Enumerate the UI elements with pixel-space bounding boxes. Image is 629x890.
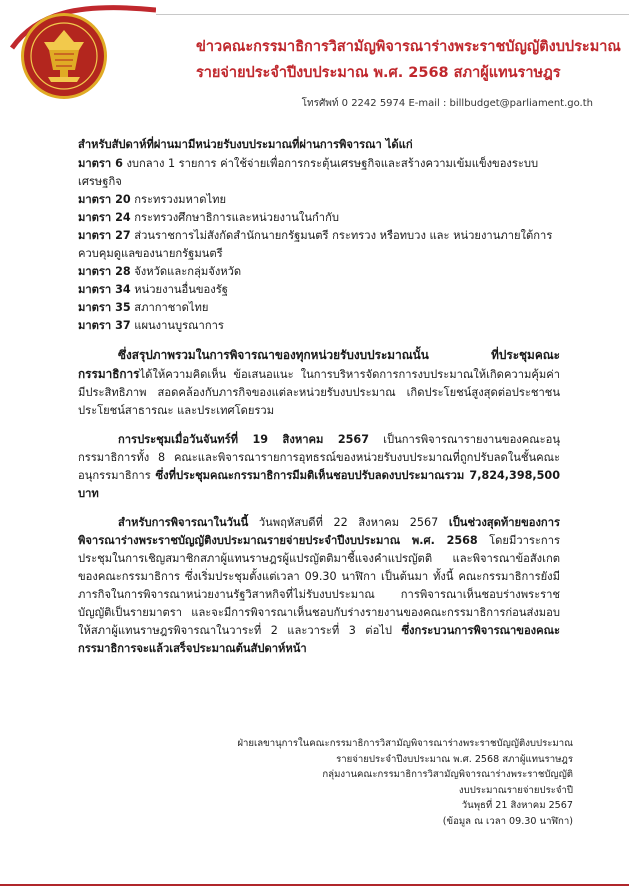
signature-date: วันพุธที่ 21 สิงหาคม 2567: [461, 800, 573, 811]
news-title-line1: ข่าวคณะกรรมาธิการวิสามัญพิจารณาร่างพระราชบัญญัติงบประมาณ: [196, 39, 621, 55]
today-lead: สำหรับการพิจารณาในวันนี้: [118, 516, 249, 529]
signature-line: กลุ่มงานคณะกรรมาธิการวิสามัญพิจารณาร่างพระราชบัญญัติ: [322, 769, 573, 780]
section-text: กระทรวงศึกษาธิการและหน่วยงานในกำกับ: [130, 211, 339, 224]
section-item: [78, 227, 560, 263]
intro-line: สำหรับสัปดาห์ที่ผ่านมามีหน่วยรับงบประมาณที่ผ่านการพิจารณา ได้แก่: [78, 138, 413, 151]
footer-divider: [0, 884, 629, 886]
section-text: กระทรวงมหาดไทย: [130, 193, 227, 206]
contact-info: โทรศัพท์ 0 2242 5974 E-mail : billbudget@parliament.go.th: [301, 98, 593, 109]
section-label: มาตรา 20: [78, 193, 131, 206]
summary-paragraph: [78, 346, 560, 420]
section-item: [78, 317, 560, 335]
summary-text: ได้ให้ความคิดเห็น ข้อเสนอแนะ ในการบริหารจัดการการงบประมาณให้เกิดความคุ้มค่า มีประสิทธิภาพ สอดคล้องกับภารกิจของแต่ละหน่วยรับงบประมาณ เกิดประโยชน์สูงสุดต่อประชาชน ประโยชน์สาธารณะ และประเทศโดยรวม: [78, 368, 560, 417]
section-label: มาตรา 24: [78, 211, 131, 224]
section-item: [78, 299, 560, 317]
section-item: [78, 263, 560, 281]
section-text: ส่วนราชการไม่สังกัดสำนักนายกรัฐมนตรี กระทรวง หรือทบวง และ หน่วยงานภายใต้การควบคุมดูแลของนายกรัฐมนตรี: [78, 229, 553, 260]
signature-note: (ข้อมูล ณ เวลา 09.30 นาฬิกา): [442, 815, 573, 827]
news-title-line2: รายจ่ายประจำปีงบประมาณ พ.ศ. 2568 สภาผู้แทนราษฎร: [196, 65, 561, 81]
section-item: [78, 155, 560, 191]
section-label: มาตรา 6: [78, 157, 123, 170]
section-text: หน่วยงานอื่นของรัฐ: [130, 283, 228, 296]
signature-line: ฝ่ายเลขานุการในคณะกรรมาธิการวิสามัญพิจารณาร่างพระราชบัญญัติงบประมาณ: [237, 738, 573, 749]
section-label: มาตรา 35: [78, 301, 131, 314]
parliament-emblem-icon: [6, 4, 156, 102]
section-text: จังหวัดและกลุ่มจังหวัด: [130, 265, 242, 278]
today-conclusion: ซึ่งกระบวนการพิจารณาของคณะกรรมาธิการจะแล้วเสร็จประมาณต้นสัปดาห์หน้า: [78, 624, 560, 655]
meeting-resolution: ซึ่งที่ประชุมคณะกรรมาธิการมีมติเห็นชอบปรับลดงบประมาณรวม 7,824,398,500 บาท: [78, 469, 560, 500]
section-label: มาตรา 37: [78, 319, 131, 332]
section-label: มาตรา 28: [78, 265, 131, 278]
meeting-text: เป็นการพิจารณารายงานของคณะอนุกรรมาธิการทั้ง 8 คณะและพิจารณารายการอุทธรณ์ของหน่วยรับงบประมาณที่ถูกปรับลดในชั้นคณะอนุกรรมาธิการ: [78, 433, 560, 482]
signature-line: งบประมาณรายจ่ายประจำปี: [458, 784, 573, 796]
meeting-lead: การประชุมเมื่อวันจันทร์ที่ 19 สิงหาคม 2567: [118, 433, 369, 446]
today-highlight: เป็นช่วงสุดท้ายของการพิจารณาร่างพระราชบัญญัติงบประมาณรายจ่ายประจำปีงบประมาณ พ.ศ. 2568: [78, 516, 560, 547]
header-divider: [156, 14, 629, 15]
section-label: มาตรา 34: [78, 283, 131, 296]
section-text: แผนงานบูรณาการ: [130, 319, 224, 332]
news-body: [78, 136, 560, 658]
today-paragraph: [78, 514, 560, 658]
section-item: [78, 191, 560, 209]
signature-line: รายจ่ายประจำปีงบประมาณ พ.ศ. 2568 สภาผู้แทนราษฎร: [336, 753, 573, 765]
section-label: มาตรา 27: [78, 229, 131, 242]
section-item: [78, 281, 560, 299]
section-item: [78, 209, 560, 227]
summary-lead: ซึ่งสรุปภาพรวมในการพิจารณาของทุกหน่วยรับงบประมาณนั้น ที่ประชุมคณะกรรมาธิการ: [78, 348, 560, 381]
signature-block: [237, 736, 573, 829]
today-date: วันพฤหัสบดีที่ 22 สิงหาคม 2567: [248, 516, 449, 529]
today-text: โดยมีวาระการประชุมในการเชิญสมาชิกสภาผู้แทนราษฎรผู้แปรญัตติมาชี้แจงคำแปรญัตติ และพิจารณาข้อสังเกตของคณะกรรมาธิการ ซึ่งเริ่มประชุมตั้งแต่เวลา 09.30 นาฬิกา เป็นต้นมา ทั้งนี้ คณะกรรมาธิการยังมีภารกิจในการพิจารณาหน่วยงานรัฐวิสาหกิจที่ไม่รับงบประมาณ การพิจารณาเห็นชอบร่างพระราชบัญญัติเป็นรายมาตรา และจะมีการพิจารณาเห็นชอบกับร่างรายงานของคณะกรรมาธิการก่อนส่งมอบให้สภาผู้แทนราษฎรพิจารณาในวาระที่ 2 และวาระที่ 3 ต่อไป: [78, 534, 560, 637]
meeting-paragraph: [78, 431, 560, 503]
section-text: สภากาชาดไทย: [130, 301, 209, 314]
section-text: งบกลาง 1 รายการ ค่าใช้จ่ายเพื่อการกระตุ้นเศรษฐกิจและสร้างความเข้มแข็งของระบบเศรษฐกิจ: [78, 157, 539, 188]
